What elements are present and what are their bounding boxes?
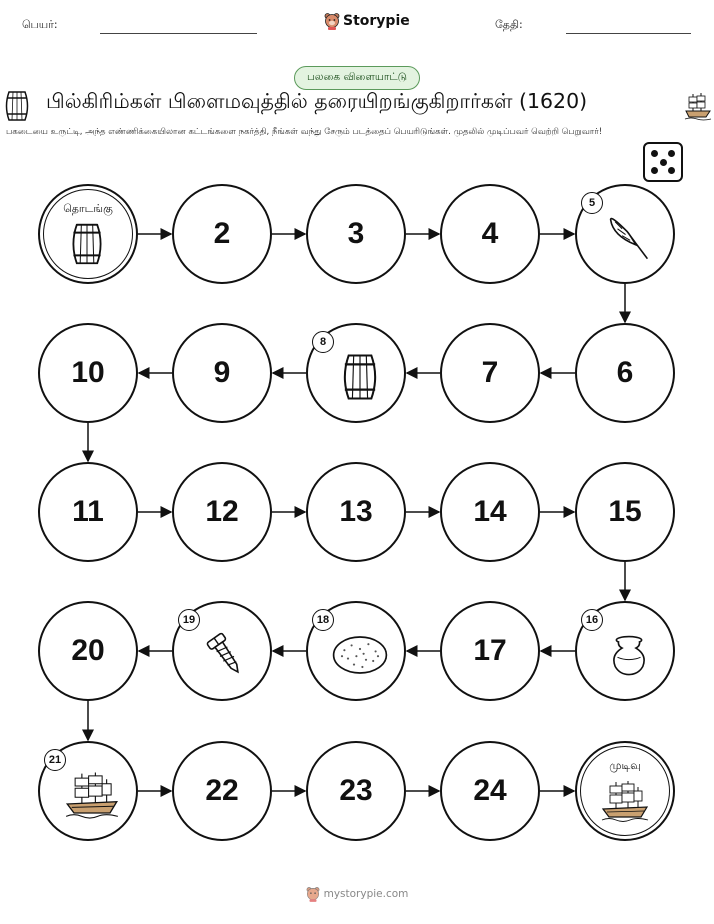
- space-number: 24: [473, 774, 507, 807]
- space-number: 7: [481, 356, 499, 389]
- space-number: 3: [347, 217, 365, 250]
- board-space: [38, 462, 138, 562]
- finish-space: [575, 741, 675, 841]
- space-number: 6: [616, 356, 634, 389]
- space-number: 22: [205, 774, 239, 807]
- space-number: 15: [608, 495, 642, 528]
- page-title: பில்கிரிம்கள் பிளைமவுத்தில் தரையிறங்குகிறார்கள் (1620): [46, 89, 588, 113]
- finish-label: முடிவு: [609, 759, 641, 772]
- space-number: 12: [205, 495, 239, 528]
- clay-pot-icon: [606, 632, 652, 682]
- board-space: [575, 601, 675, 701]
- board-space: [575, 184, 675, 284]
- sailing-ship-icon: [601, 779, 649, 827]
- space-number-badge: 19: [178, 609, 200, 631]
- footer: [0, 886, 714, 902]
- feather-quill-icon: [606, 215, 652, 265]
- board-space: [440, 323, 540, 423]
- board-space: [575, 462, 675, 562]
- start-label: தொடங்கு: [63, 202, 113, 215]
- board-space: [38, 323, 138, 423]
- space-number: 10: [71, 356, 105, 389]
- instructions: பகடையை உருட்டி, அந்த எண்ணிக்கையிலான கட்டங்களை நகர்த்தி, நீங்கள் வந்து சேரும் படத்தைப் பெயரிடுங்கள். முதலில் முடிப்பவர் வெற்றி பெறுவார்!: [6, 127, 603, 137]
- space-number-badge: 16: [581, 609, 603, 631]
- board-space: [440, 462, 540, 562]
- board-space: [306, 184, 406, 284]
- board-space: [306, 601, 406, 701]
- board-game-badge: பலகை விளையாட்டு: [294, 66, 420, 90]
- board-space: [172, 462, 272, 562]
- board-space: [172, 741, 272, 841]
- board-space: [440, 601, 540, 701]
- board-space: [440, 184, 540, 284]
- board-space: [172, 323, 272, 423]
- space-number-badge: 5: [581, 192, 603, 214]
- board-space: [38, 601, 138, 701]
- space-number: 14: [473, 495, 507, 528]
- board-space: [38, 741, 138, 841]
- space-number: 4: [481, 217, 499, 250]
- date-label: தேதி:: [495, 18, 523, 31]
- space-number-badge: 21: [44, 749, 66, 771]
- space-number-badge: 18: [312, 609, 334, 631]
- board-space: [440, 741, 540, 841]
- bear-icon: [306, 886, 320, 902]
- board-space: [172, 184, 272, 284]
- name-label: பெயர்:: [22, 18, 58, 31]
- board-space: [306, 741, 406, 841]
- barrel-icon: [341, 353, 379, 405]
- board-space: [172, 601, 272, 701]
- footer-url[interactable]: mystorypie.com: [323, 888, 409, 900]
- space-number: 23: [339, 774, 373, 807]
- board-space: [575, 323, 675, 423]
- start-space: [38, 184, 138, 284]
- space-number: 2: [213, 217, 231, 250]
- space-number: 11: [72, 495, 104, 528]
- flatbread-icon: [330, 631, 390, 683]
- barrel-icon: [70, 222, 104, 270]
- space-number: 13: [339, 495, 373, 528]
- sailing-ship-icon: [65, 770, 119, 824]
- space-number: 9: [213, 356, 231, 389]
- space-number: 17: [473, 634, 507, 667]
- brand-name: Storypie: [343, 13, 410, 29]
- space-number-badge: 8: [312, 331, 334, 353]
- board-space: [306, 462, 406, 562]
- screw-icon: [203, 632, 249, 682]
- board-space: [306, 323, 406, 423]
- space-number: 20: [71, 634, 105, 667]
